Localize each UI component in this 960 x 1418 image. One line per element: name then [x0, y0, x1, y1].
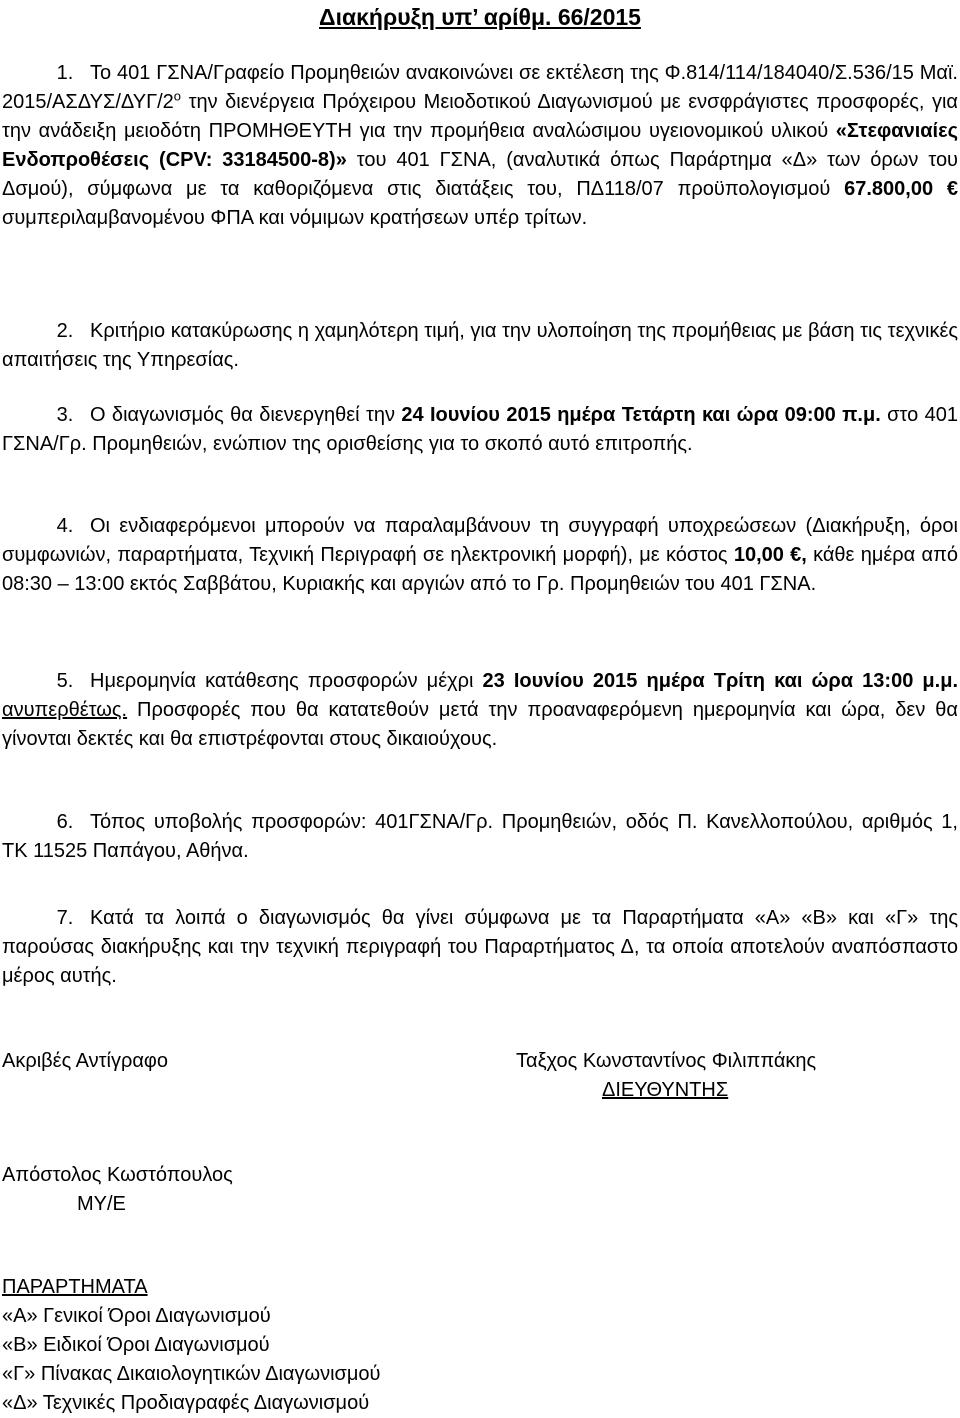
paragraph-3: [2, 401, 958, 459]
paragraph-4-cost: 10,00 €,: [733, 544, 807, 566]
annex-item: «Β» Ειδικοί Όροι Διαγωνισμού: [2, 1334, 270, 1356]
paragraph-3-date: 24 Ιουνίου 2015 ημέρα Τετάρτη και ώρα 09:00 π.μ.: [401, 404, 881, 426]
annex-item: «Γ» Πίνακας Δικαιολογητικών Διαγωνισμού: [2, 1363, 381, 1385]
paragraph-1-text-b: την διενέργεια Πρόχειρου Μειοδοτικού Διαγωνισμού με ενσφράγιστες προσφορές, για την ανάδειξη μειοδότη ΠΡΟΜΗΘΕΥΤΗ για την προμήθεια αναλώσιμου υγειονομικού υλικού: [2, 91, 958, 142]
paragraph-6-number: 6.: [56, 811, 74, 833]
paragraph-1: [2, 59, 958, 233]
paragraph-5: [2, 667, 958, 754]
director-name: Ταξχος Κωνσταντίνος Φιλιππάκης: [516, 1050, 817, 1072]
paragraph-4-number: 4.: [56, 515, 74, 537]
paragraph-6: [2, 808, 958, 866]
signatory-name: Απόστολος Κωστόπουλος: [2, 1164, 233, 1186]
signatory-title: ΜΥ/Ε: [77, 1193, 126, 1215]
paragraph-1-text-d: συμπεριλαμβανομένου ΦΠΑ και νόμιμων κρατήσεων υπέρ τρίτων.: [2, 207, 588, 229]
paragraph-7: [2, 904, 958, 991]
paragraph-2-text: Κριτήριο κατακύρωσης η χαμηλότερη τιμή, για την υλοποίηση της προμήθειας με βάση τις τεχνικές απαιτήσεις της Υπηρεσίας.: [2, 320, 958, 371]
certified-copy-label: Ακριβές Αντίγραφο: [2, 1050, 169, 1072]
paragraph-5-text-a: Ημερομηνία κατάθεσης προσφορών μέχρι: [90, 670, 483, 692]
paragraph-2-number: 2.: [56, 320, 74, 342]
paragraph-5-number: 5.: [56, 670, 74, 692]
paragraph-4-text-b: κάθε ημέρα από 08:30 – 13:00 εκτός Σαββάτου, Κυριακής και αργιών από το Γρ. Προμηθειών του 401 ΓΣΝΑ.: [2, 544, 958, 595]
paragraph-1-product: «Στεφανιαίες Ενδοπροθέσεις (CPV: 33184500-8)»: [2, 120, 958, 171]
paragraph-6-text: Τόπος υποβολής προσφορών: 401ΓΣΝΑ/Γρ. Προμηθειών, οδός Π. Κανελλοπούλου, αριθμός 1, ΤΚ 11525 Παπάγου, Αθήνα.: [2, 811, 958, 862]
paragraph-7-number: 7.: [56, 907, 74, 929]
paragraph-3-number: 3.: [56, 404, 74, 426]
paragraph-1-text-c: του 401 ΓΣΝΑ, (αναλυτικά όπως Παράρτημα «Δ» των όρων του Δσμού), σύμφωνα με τα καθοριζόμενα στις διατάξεις του, ΠΔ118/07 προϋπολογισμού: [2, 149, 958, 200]
annex-item: «Α» Γενικοί Όροι Διαγωνισμού: [2, 1305, 271, 1327]
paragraph-1-number: 1.: [56, 62, 74, 84]
document-title: Διακήρυξη υπ’ αρίθμ. 66/2015: [319, 4, 641, 30]
paragraph-1-sup: ο: [173, 88, 182, 104]
paragraph-7-text: Κατά τα λοιπά ο διαγωνισμός θα γίνει σύμφωνα με τα Παραρτήματα «Α» «Β» και «Γ» της παρούσας διακήρυξης και την τεχνική περιγραφή του Παραρτήματος Δ, τα οποία αποτελούν αναπόσπαστο μέρος αυτής.: [2, 907, 958, 987]
paragraph-4-text-a: Οι ενδιαφερόμενοι μπορούν να παραλαμβάνουν τη συγγραφή υποχρεώσεων (Διακήρυξη, όροι συμφωνιών, παραρτήματα, Τεχνική Περιγραφή σε ηλεκτρονική μορφή), με κόστος: [2, 515, 958, 566]
annex-item: «Δ» Τεχνικές Προδιαγραφές Διαγωνισμού: [2, 1392, 370, 1414]
paragraph-5-deadline: 23 Ιουνίου 2015 ημέρα Τρίτη και ώρα 13:00 μ.μ.: [482, 670, 959, 692]
paragraph-5-text-b: ανυπερθέτως.: [2, 699, 128, 721]
annexes-heading: ΠΑΡΑΡΤΗΜΑΤΑ: [2, 1276, 148, 1298]
paragraph-1-budget: 67.800,00 €: [844, 178, 959, 200]
paragraph-5-text-c: Προσφορές που θα κατατεθούν μετά την προαναφερόμενη ημερομηνία και ώρα, δεν θα γίνονται δεκτές και θα επιστρέφονται στους δικαιούχους.: [2, 699, 958, 750]
paragraph-4: [2, 512, 958, 599]
paragraph-1-text-a: Το 401 ΓΣΝΑ/Γραφείο Προμηθειών ανακοινώνει σε εκτέλεση της Φ.814/114/184040/Σ.536/15 Μαϊ. 2015/ΑΣΔΥΣ/ΔΥΓ/2: [2, 62, 958, 113]
paragraph-2: [2, 317, 958, 375]
director-title: ΔΙΕΥΘΥΝΤΗΣ: [602, 1079, 729, 1101]
paragraph-3-text-a: Ο διαγωνισμός θα διενεργηθεί την: [90, 404, 402, 426]
paragraph-3-text-b: στο 401 ΓΣΝΑ/Γρ. Προμηθειών, ενώπιον της ορισθείσης για το σκοπό αυτό επιτροπής.: [2, 404, 959, 455]
